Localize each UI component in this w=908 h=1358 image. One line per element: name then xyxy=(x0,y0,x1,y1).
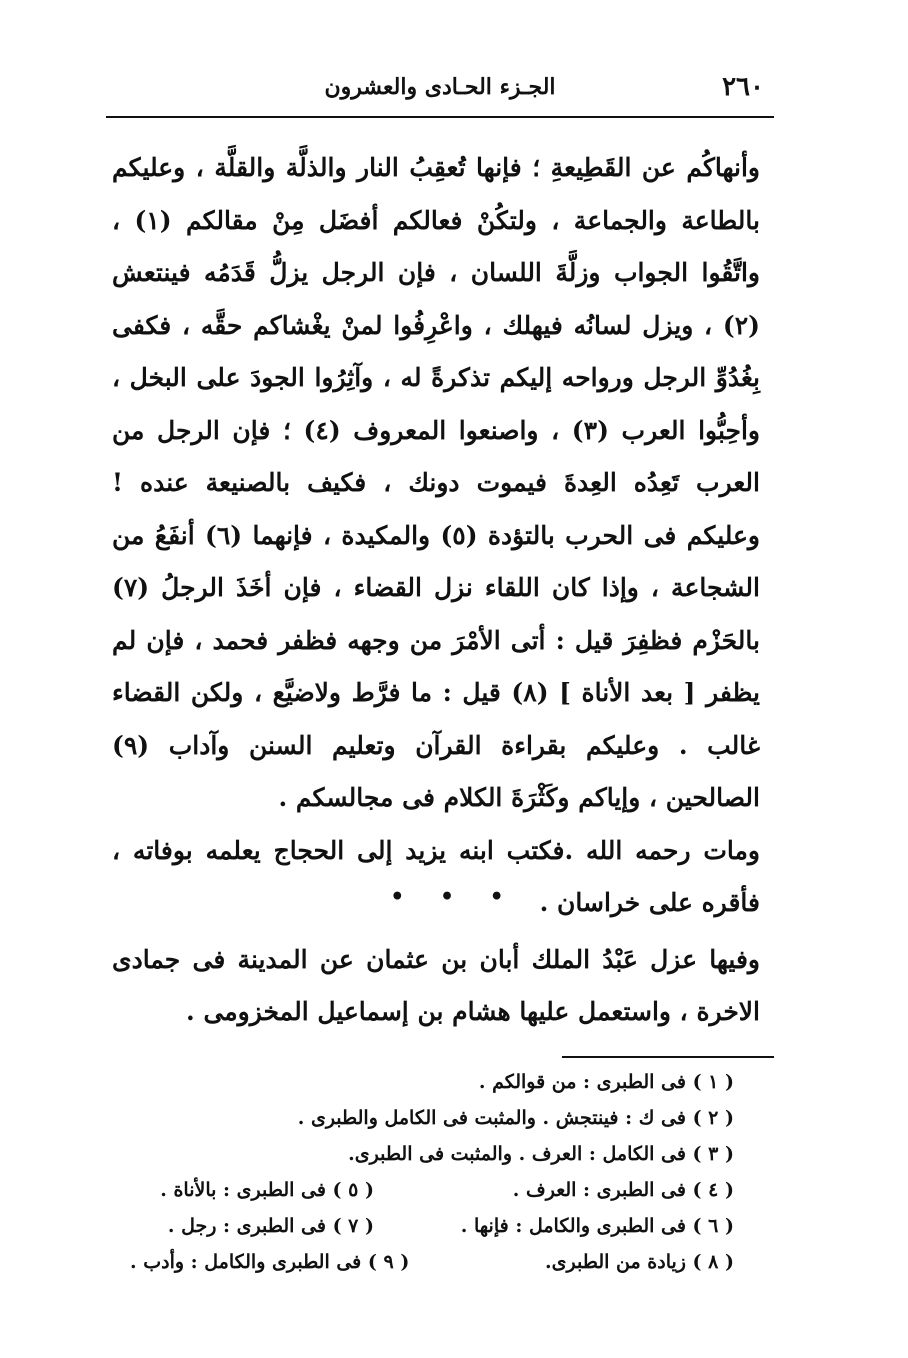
page-header xyxy=(106,68,774,112)
main-text xyxy=(112,142,760,930)
footnote: ( ٦ ) فى الطبرى والكامل : فإنها . xyxy=(460,1215,734,1237)
running-head: الجـزء الحـادى والعشرون xyxy=(324,74,556,100)
paragraph: وأنهاكُم عن القَطِيعةِ ؛ فإنها تُعقِبُ النار والذلَّة والقلَّة ، وعليكم بالطاعة والجماعة ، ولتكُنْ فعالكم أفضَل مِنْ مقالكم (١) ، واتَّقُوا الجواب وزلَّةَ اللسان ، فإن الرجل يزلُّ قَدَمُه فينتعش (٢) ، ويزل لسانُه فيهلك ، واعْرِفُوا لمنْ يغْشاكم حقَّه ، فكفى بِغُدُوِّ الرجل ورواحه إليكم تذكرةً له ، وآثِرُوا الجودَ على البخل ، وأحِبُّوا العرب (٣) ، واصنعوا المعروف (٤) ؛ فإن الرجل من العرب تَعِدُه العِدةَ فيموت دونك ، فكيف بالصنيعة عنده ! وعليكم فى الحرب بالتؤدة (٥) والمكيدة ، فإنهما (٦) أنفَعُ من الشجاعة ، وإذا كان اللقاء نزل القضاء ، فإن أخَذَ الرجلُ (٧) بالحَزْم فظفِرَ قيل : أتى الأمْرَ من وجهه فظفر فحمد ، فإن لم يظفر [ بعد الأناة ] (٨) قيل : ما فرَّط ولاضيَّع ، ولكن القضاء غالب . وعليكم بقراءة القرآن وتعليم السنن وآداب (٩) الصالحين ، وإياكم وكَثْرَةَ الكلام فى مجالسكم . xyxy=(112,153,761,812)
header-rule xyxy=(106,116,774,118)
footnote: ( ٨ ) زيادة من الطبرى. xyxy=(545,1251,734,1273)
section-separator: • • • xyxy=(390,884,518,910)
footnote-row xyxy=(130,1244,734,1280)
footnote: ( ٩ ) فى الطبرى والكامل : وأدب . xyxy=(130,1251,410,1273)
footnote-row xyxy=(130,1064,734,1100)
footnote-row xyxy=(130,1172,734,1208)
footnote: ( ٢ ) فى ك : فينتجش . والمثبت فى الكامل والطبرى . xyxy=(297,1107,734,1129)
footnote: ( ٥ ) فى الطبرى : بالأناة . xyxy=(160,1179,374,1201)
main-text-continued xyxy=(112,934,760,1038)
footnotes xyxy=(130,1064,734,1280)
footnote-row xyxy=(130,1136,734,1172)
footnote-row xyxy=(130,1100,734,1136)
footnote: ( ١ ) فى الطبرى : من قوالكم . xyxy=(478,1071,734,1093)
footnote: ( ٣ ) فى الكامل : العرف . والمثبت فى الطبرى. xyxy=(348,1143,734,1165)
paragraph: ومات رحمه الله .فكتب ابنه يزيد إلى الحجاج يعلمه بوفاته ، فأقره على خراسان . xyxy=(112,835,760,917)
page-number: ٢٦٠ xyxy=(722,72,764,102)
footnote-rule xyxy=(562,1056,774,1058)
paragraph: وفيها عزل عَبْدُ الملك أبان بن عثمان عن المدينة فى جمادى الاخرة ، واستعمل عليها هشام بن إسماعيل المخزومى . xyxy=(112,945,760,1026)
footnote: ( ٧ ) فى الطبرى : رجل . xyxy=(167,1215,374,1237)
footnote-row xyxy=(130,1208,734,1244)
footnote: ( ٤ ) فى الطبرى : العرف . xyxy=(512,1179,734,1201)
